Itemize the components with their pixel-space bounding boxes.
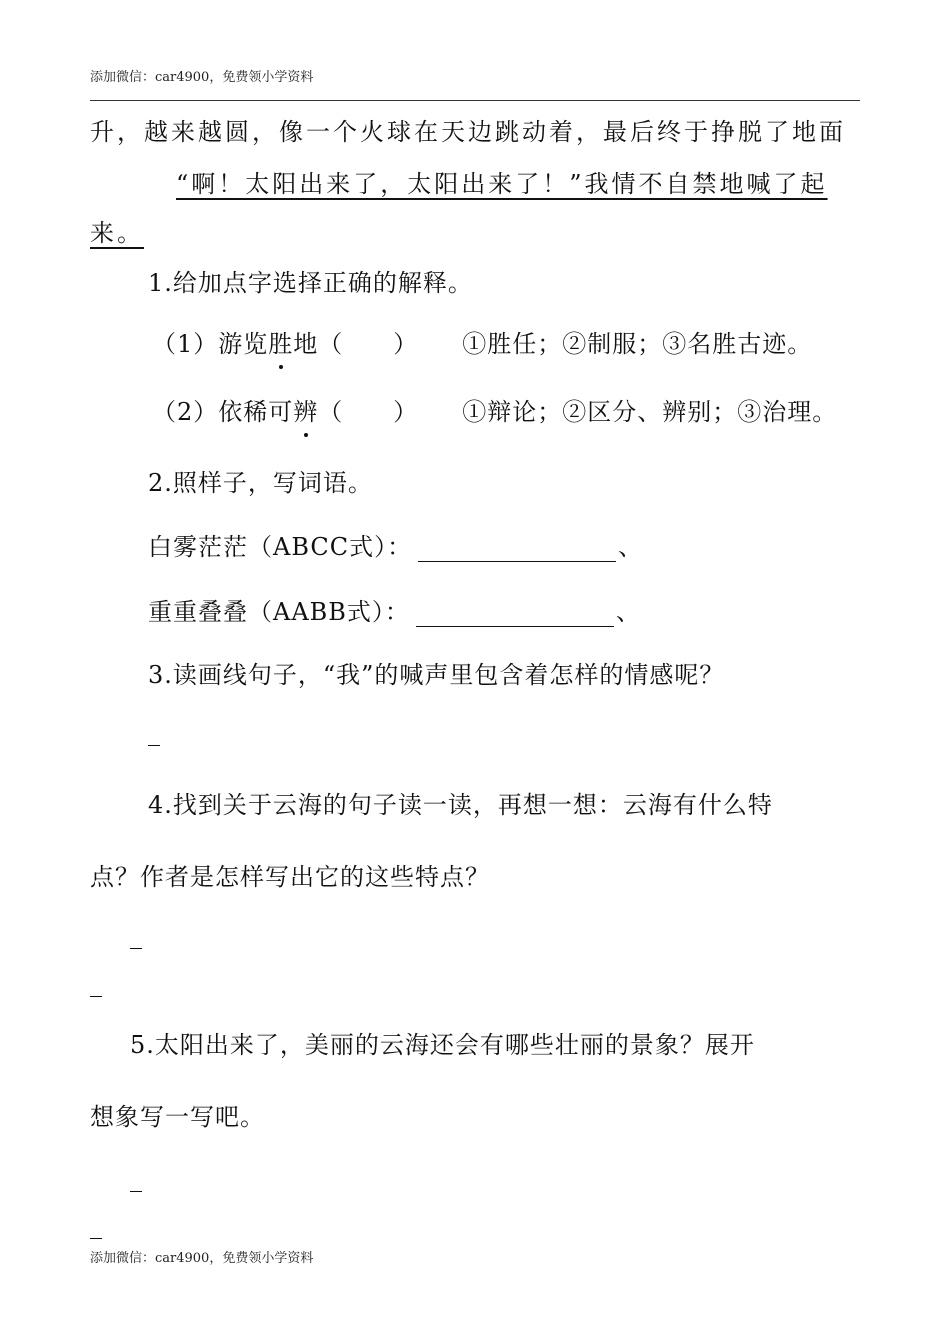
question-1-title: 1.给加点字选择正确的解释。 <box>148 269 473 297</box>
q2-row1-label: 白雾茫茫（ABCC式）： <box>148 533 413 561</box>
q2-row1-answer-blank[interactable] <box>418 535 616 562</box>
header-divider <box>90 100 860 101</box>
question-4-line-2: 点？作者是怎样写出它的这些特点？ <box>90 863 490 891</box>
page-header: 添加微信：car4900，免费领小学资料 <box>90 70 314 85</box>
q1-item2-dotted-char: 辨 <box>293 392 318 427</box>
q5-answer-line-1[interactable] <box>130 1191 142 1192</box>
q4-answer-line-2[interactable] <box>90 996 102 997</box>
question-2-title: 2.照样子，写词语。 <box>148 469 373 497</box>
q1-item2-prefix: （2）依稀可 <box>152 398 294 426</box>
q1-item1-dotted-char: 胜 <box>268 324 293 359</box>
question-2-row-2 <box>148 592 641 627</box>
q1-item2-blank[interactable]: （ ） <box>318 398 419 426</box>
question-5-line-2: 想象写一写吧。 <box>90 1103 265 1131</box>
question-2-row-1 <box>148 527 643 562</box>
q1-item1-options: ①胜任；②制服；③名胜古迹。 <box>462 330 813 358</box>
passage-line-3-underlined: 来。 <box>90 219 144 247</box>
q2-row2-sep: 、 <box>615 598 641 626</box>
q4-answer-line-1[interactable] <box>130 948 142 949</box>
passage-line-2-underlined: “啊！太阳出来了，太阳出来了！”我情不自禁地喊了起 <box>176 170 828 198</box>
page-footer: 添加微信：car4900，免费领小学资料 <box>90 1251 314 1266</box>
q5-answer-line-2[interactable] <box>90 1238 102 1239</box>
q2-row2-answer-blank[interactable] <box>416 600 614 627</box>
question-4-line-1: 4.找到关于云海的句子读一读，再想一想：云海有什么特 <box>148 791 773 819</box>
q3-answer-line[interactable] <box>148 745 160 746</box>
passage-line-1: 升，越来越圆，像一个火球在天边跳动着，最后终于挣脱了地面 <box>90 118 846 146</box>
question-3-title: 3.读画线句子，“我”的喊声里包含着怎样的情感呢？ <box>148 661 725 689</box>
q1-item1-prefix: （1）游览 <box>152 330 269 358</box>
q1-item2-options: ①辩论；②区分、辨别；③治理。 <box>462 398 838 426</box>
q2-row2-label: 重重叠叠（AABB式）： <box>148 598 410 626</box>
question-1-item-2 <box>152 392 837 427</box>
question-1-item-1 <box>152 324 812 359</box>
q1-item1-blank[interactable]: 地（ ） <box>293 330 419 358</box>
q2-row1-sep: 、 <box>618 533 644 561</box>
question-5-line-1: 5.太阳出来了，美丽的云海还会有哪些壮丽的景象？展开 <box>130 1031 755 1059</box>
